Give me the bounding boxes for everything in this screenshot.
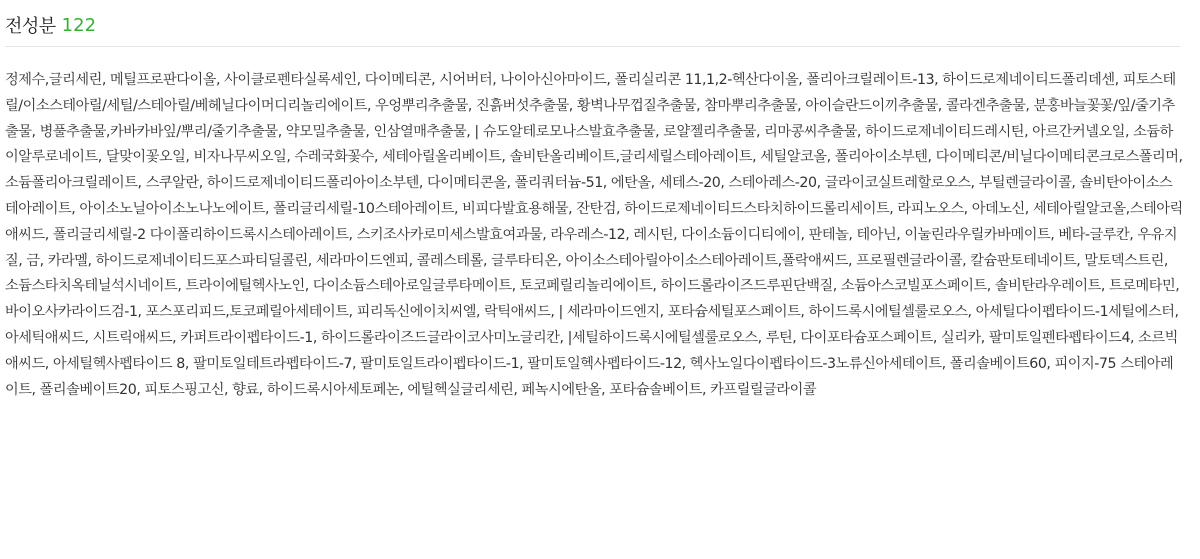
ingredients-list-text: 정제수,글리세린, 메틸프로판다이올, 사이클로펜타실록세인, 다이메티콘, 시어버터, 나이아신아마이드, 폴리실리콘 11,1,2-헥산다이올, 폴리아크릴레이트-13, 하이드로제네이티드폴리데센, 피토스테릴/이소스테아릴/세틸/스테아릴/베헤닐다이머디리놀리에이트, 우엉뿌리추출물, 진흙버섯추출물, 황벽나무껍질추출물, 참마뿌리추출물, 아이슬란드이끼추출물, 콜라겐추출물, 분홍바늘꽃꽃/잎/줄기추출물, 병풀추출물,카바카바잎/뿌리/줄기추출물, 약모밀추출물, 인삼열매추출물, | 슈도알테로모나스발효추출물, 로얄젤리추출물, 리마콩씨추출물, 하이드로제네이티드레시틴, 아르간커넬오일, 소듐하이알루로네이트, 달맞이꽃오일, 비자나무씨오일, 수레국화꽃수, 세테아릴올리베이트, 솔비탄올리베이트,글리세릴스테아레이트, 세틸알코올, 폴리아이소부텐, 다이메티콘/비닐다이메티콘크로스폴리머,소듐폴리아크릴레이트, 스쿠알란, 하이드로제네이티드폴리아이소부텐, 다이메티콘올, 폴리쿼터늄-51, 에탄올, 세테스-20, 스테아레스-20, 글라이코실트레할로오스, 부틸렌글라이콜, 솔비탄아이소스테아레이트, 아이소노닐아이소노나노에이트, 폴리글리세릴-10스테아레이트, 비피다발효용해물, 잔탄검, 하이드로제네이티드스타치하이드롤리세이트, 라피노오스, 아데노신, 세테아릴알코올,스테아릭애씨드, 폴리글리세릴-2 다이폴리하이드록시스테아레이트, 스키조사카로미세스발효여과물, 라우레스-12, 레시틴, 다이소듐이디티에이, 판테놀, 테아닌, 이눌린라우릴카바메이트, 베타-글루칸, 우유지질, 금, 카라멜, 하이드로제네이티드포스파티딜콜린, 세라마이드엔피, 콜레스테롤, 글루타티온, 아이소스테아릴아이소스테아레이트,폴락애씨드, 프로필렌글라이콜, 칼슘판토테네이트, 말토덱스트린, 소듐스타치옥테닐석시네이트, 트라이에틸헥사노인, 다이소듐스테아로일글루타메이트, 토코페릴리놀리에이트, 하이드롤라이즈드루핀단백질, 소듐아스코빌포스페이트, 솔비탄라우레이트, 트로메타민, 바이오사카라이드검-1, 포스포리피드,토코페릴아세테이트, 피리독신에이치씨엘, 락틱애씨드, | 세라마이드엔지, 포타슘세틸포스페이트, 하이드록시에틸셀룰로오스, 아세틸다이펩타이드-1세틸에스터,아세틱애씨드, 시트릭애씨드, 카퍼트라이펩타이드-1, 하이드롤라이즈드글라이코사미노글리칸, |세틸하이드록시에틸셀룰로오스, 루틴, 다이포타슘포스페이트, 실리카, 팔미토일펜타펩타이드4, 소르빅애씨드, 아세틸헥사펩타이드 8, 팔미토일테트라펩타이드-7, 팔미토일트라이펩타이드-1, 팔미토일헥사펩타이드-12, 헥사노일다이펩타이드-3노류신아세테이트, 폴리솔베이트60, 피이지-75 스테아레이트, 폴리솔베이트20, 피토스핑고신, 향료, 하이드록시아세토페논, 에틸헥실글리세린, 페녹시에탄올, 포타슘솔베이트, 카프릴릴글라이콜 xyxy=(5,72,1183,398)
section-title: 전성분 xyxy=(5,16,56,37)
section-header xyxy=(5,4,1180,47)
ingredient-count: 122 xyxy=(61,14,97,36)
